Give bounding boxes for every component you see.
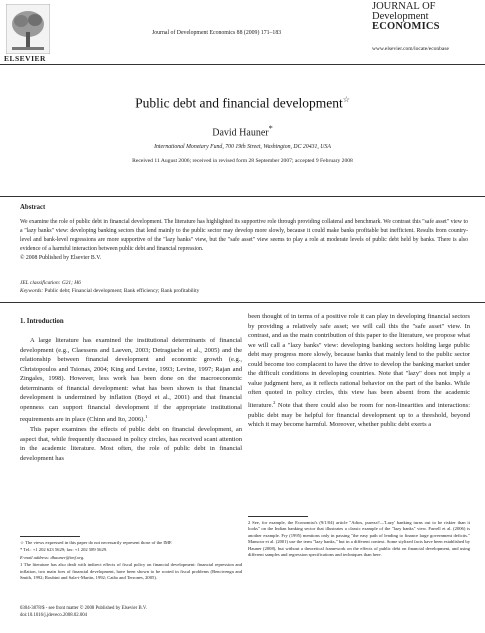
- jel-classification: JEL classification: G21; H6: [20, 280, 81, 286]
- intro-heading: 1. Introduction: [20, 318, 64, 325]
- right-column: [248, 312, 470, 430]
- right-footnotes: [248, 520, 470, 559]
- author-name: [0, 124, 485, 138]
- abstract-body: [20, 218, 468, 263]
- keywords-label: Keywords:: [20, 287, 44, 294]
- received-dates: Received 11 August 2006; received in revised form 28 September 2007; accepted 9 February 2008: [132, 158, 353, 164]
- issn-line: 0304-3878/$ - see front matter © 2008 Published by Elsevier B.V.: [20, 606, 147, 611]
- footnote-1: 1 The literature has also dealt with indirect effects of fiscal policy on financial development: financial repression and inflation, two main foes of financial development, have been shown to be rooted in fiscal problems (Bencivenga and Smith, 1992; Roubini and Sala-i-Martin, 1992; Catão and Terrones, 2005).: [20, 562, 242, 581]
- bottom-info: [20, 606, 320, 619]
- intro-paragraph-3-text: been thought of in terms of a positive role it can play in developing financial sectors by providing a relatively safe asset; we will call this the "safe asset" view. In contrast, and as the main contribution of this paper to the literature, we propose what we will call a "lazy banks" view: developing banking sectors holding large public debt may progress more slowly, because banks that mainly lend to the public sector could become too complacent to have the drive to develop the banking market under the difficult conditions in developing countries. Note that "lazy" does not imply a value judgment here, as it reflects rational behavior on the part of the banks. While often quoted in policy circles, this view has been absent from the academic literature.: [248, 313, 470, 410]
- classification-block: [20, 280, 468, 295]
- journal-name-line-2: Development: [372, 11, 429, 22]
- left-footnote-rule: [20, 536, 80, 537]
- intro-paragraph-2: This paper examines the effects of public debt on financial development, an aspect that, while frequently discussed in policy circles, has received scant attention in the academic literature. Most often, the role of public debt in financial development has: [20, 426, 242, 462]
- footnote-1-mark[interactable]: 1: [145, 414, 148, 420]
- left-footnotes: [20, 540, 242, 582]
- intro-paragraph-1-text: A large literature has examined the institutional determinants of financial development (e.g., Claessens and Laeven, 2003; Detragiache et al., 2005) and the relationship between financial development and economic growth (e.g., Christopoulos and Tsionas, 2004; King and Levine, 1993; Levine, 1997; Rajan and Zingales, 1998). However, less work has been done on the macroeconomic determinants of financial development: what has been shown is that financial development is undermined by inflation (Boyd et al., 2001) and that financial openness can support financial development if the appropriate institutional requirements are in place (Chinn and Ito, 2006).: [20, 337, 242, 424]
- intro-paragraph-3: [248, 312, 470, 430]
- left-column: [20, 336, 242, 463]
- footnote-2-mark[interactable]: 2: [273, 399, 276, 405]
- abstract-bottom-divider: [0, 302, 485, 303]
- abstract-copyright: © 2008 Published by Elsevier B.V.: [20, 254, 102, 261]
- intro-paragraph-1: [20, 336, 242, 425]
- author-name-text: David Hauner: [212, 127, 269, 139]
- doi-line[interactable]: doi:10.1016/j.jdeveco.2008.02.004: [20, 612, 88, 618]
- journal-name-line-3: ECONOMICS: [372, 21, 440, 32]
- journal-citation: Journal of Development Economics 88 (2009) 171–183: [152, 30, 282, 36]
- abstract-text: We examine the role of public debt in financial development. The literature has highlighted its supportive role through providing collateral and benchmark. We contrast this "safe asset" view to a "lazy banks" view: developing banking sectors that lend mainly to the public sector may develop more slowly, because it could make banks profitable but inefficient. Results from country-level and bank-level regressions are more supportive of the "lazy banks" view, but the "safe asset" view seems to play a role at moderate levels of public debt held by banks. There is also evidence of a harmful interaction between public debt and financial repression.: [20, 219, 468, 252]
- footnote-email[interactable]: E-mail address: dhauner@imf.org.: [20, 554, 85, 560]
- elsevier-logo: [6, 4, 50, 54]
- footnote-contact: * Tel.: +1 202 623 5629; fax: +1 202 589 5629.: [20, 547, 108, 553]
- author-footnote-mark[interactable]: *: [268, 124, 273, 133]
- journal-homepage[interactable]: www.elsevier.com/locate/econbase: [372, 46, 449, 52]
- article-title-text: Public debt and financial development: [135, 95, 343, 111]
- title-footnote-mark[interactable]: ☆: [342, 95, 350, 104]
- publisher-name: ELSEVIER: [4, 54, 46, 63]
- elsevier-tree-icon: [6, 4, 50, 54]
- abstract-heading: Abstract: [20, 204, 46, 211]
- journal-name-line-1: JOURNAL OF: [372, 1, 436, 12]
- abstract-top-divider: [0, 196, 485, 197]
- article-title: [0, 95, 485, 112]
- intro-paragraph-3-tail: Note that there could also be room for non-linearities and interactions: public debt may be helpful for financial development up to a threshold, beyond which it may become harmful. Moreover, whether public debt exerts a: [248, 402, 470, 429]
- header-divider: [0, 64, 485, 65]
- journal-name: [372, 2, 484, 32]
- footnote-2: 2 See, for example, the Economist's (9/1/04) article "Adios, pureza?—'Lazy' banking turns out to be riskier than it looks" on the Indian banking sector that illustrates a classic example of the "lazy banks" view. Farrell et al. (2006) is another example. Fry (1995) mentions only in passing "the easy path of lending to finance large government deficits." Mansoor et al. (2001) use the term "lazy banks," but in a different context. Some stylized facts have been established by Hauner (2008), but without a theoretical framework on the effects of public debt on financial development, and using different samples and regression specifications and techniques than here.: [248, 520, 470, 558]
- keywords-list: Public debt; Financial development; Bank efficiency; Bank profitability: [44, 287, 200, 294]
- footnote-star: ☆ The views expressed in this paper do not necessarily represent those of the IMF.: [20, 540, 173, 545]
- keywords-line: [20, 288, 468, 296]
- right-footnote-rule: [248, 516, 308, 517]
- author-affiliation: International Monetary Fund, 700 19th Street, Washington, DC 20431, USA: [154, 144, 331, 150]
